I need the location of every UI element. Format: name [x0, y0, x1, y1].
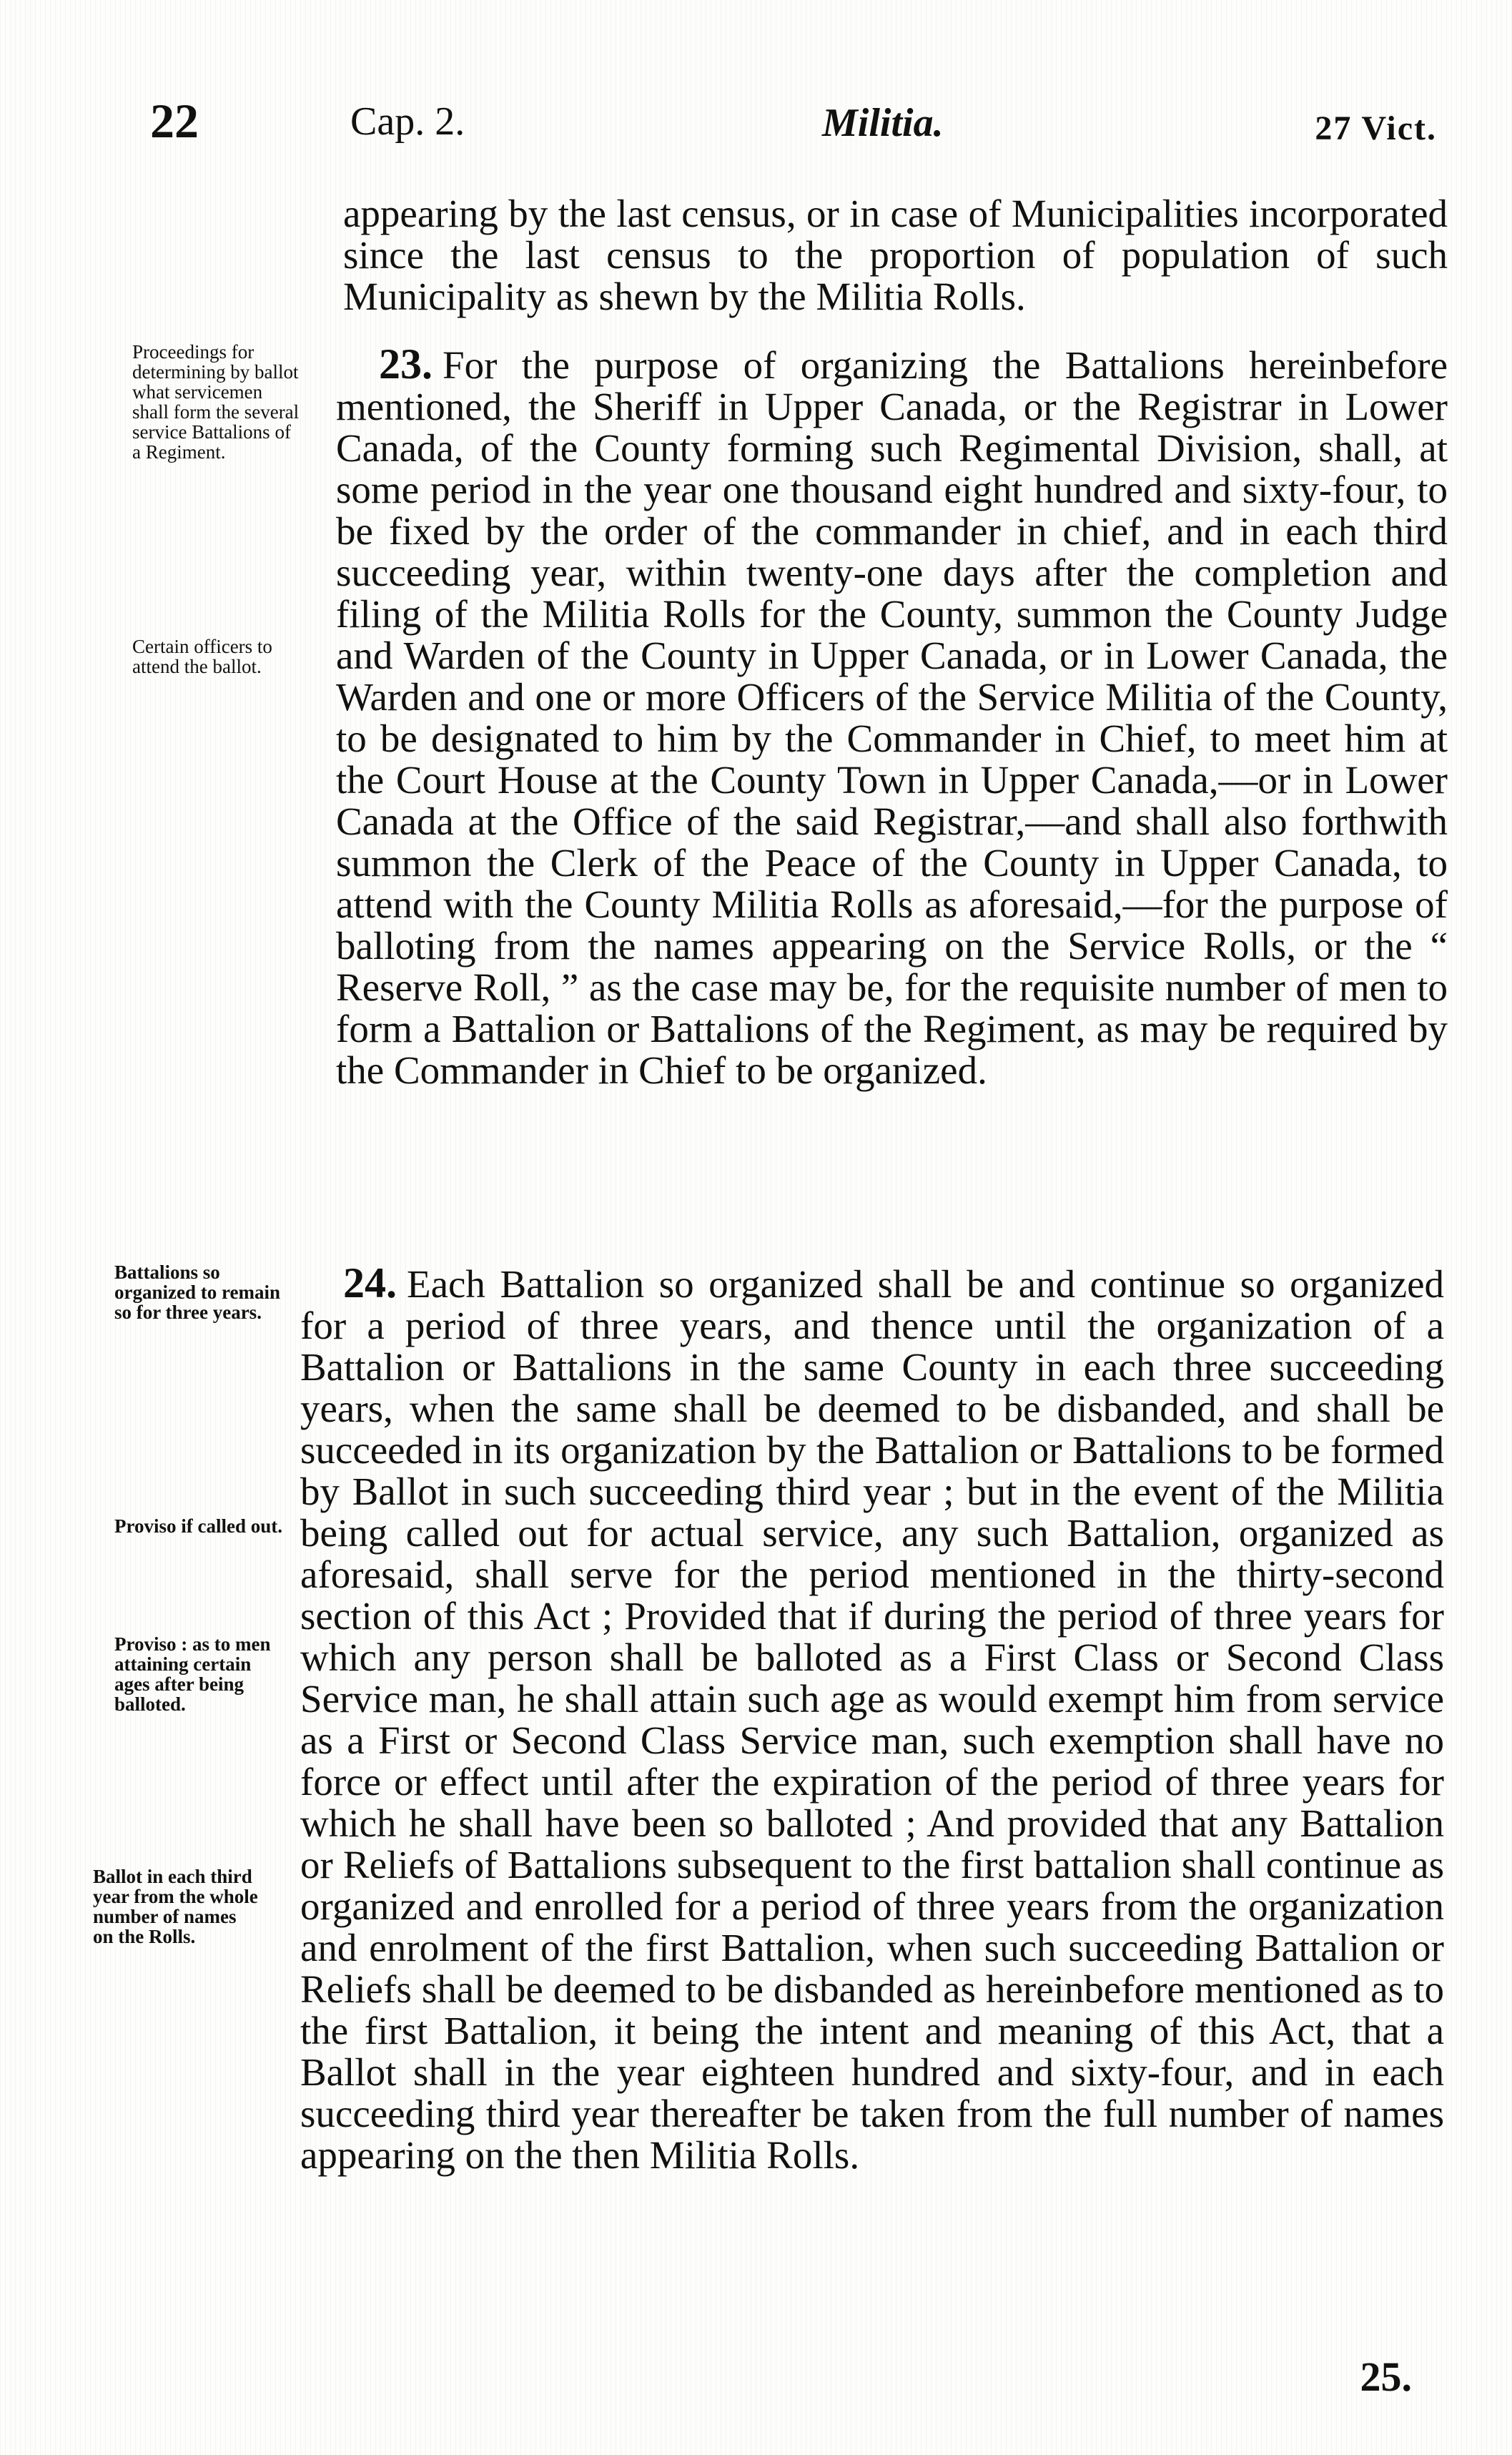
marginal-note: Proviso if called out.: [114, 1515, 282, 1537]
chapter-label: Cap. 2.: [350, 99, 465, 144]
section-text: Each Battalion so organized shall be and continue so organized for a period of three years, and thence until the organization of a Battalion or Battalions in the same County in each three succeeding years, when the same shall be deemed to be disbanded, and shall be succeeded in its organization by the Battalion or Battalions to be formed by Ballot in such succeeding third year ; but in the event of the Militia being called out for actual service, any such Battalion, organized as aforesaid, shall serve for the period mentioned in the thirty-second section of this Act ; Provided that if during the period of three years for which any person shall be balloted as a First Class or Second Class Service man, he shall attain such age as would exempt him from service as a First or Second Class Service man, such exemption shall have no force or effect until after the expiration of the period of three years for which he shall have been so balloted ; And provided that any Battalion or Reliefs of Battalions subsequent to the first battalion shall continue as organized and enrolled for a period of three years from the organization and enrolment of the first Battalion, when such succeeding Battalion or Reliefs shall be deemed to be disbanded as hereinbefore mentioned as to the first Battalion, it being the intent and meaning of this Act, that a Ballot shall in the year eighteen hundred and sixty-four, and in each succeeding third year thereafter be taken from the full number of names appearing on the then Militia Rolls.: [300, 1262, 1444, 2177]
section-number: 23.: [379, 340, 433, 388]
intro-text: appearing by the last census, or in case of Municipalities incorporated since the last census to the proportion of population of such Municipality as shewn by the Militia Rolls.: [343, 192, 1448, 318]
marginal-note: Ballot in each third year from the whole number of names on the Rolls.: [93, 1866, 258, 1947]
marginal-note: Proceedings for determining by ballot what servicemen shall form the several service Battalions of a Regiment.: [132, 341, 300, 463]
section-24: [300, 1259, 1444, 2177]
marginal-note: Battalions so organized to remain so for three years.: [114, 1261, 280, 1323]
page-number: 22: [150, 94, 199, 148]
section-23-paragraph: [336, 340, 1448, 1092]
act-title: Militia.: [822, 101, 944, 145]
section-number: 24.: [343, 1259, 397, 1307]
regnal-year: 27 Vict.: [1315, 109, 1437, 147]
section-24-paragraph: [300, 1259, 1444, 2177]
marginal-note: Certain officers to attend the ballot.: [132, 636, 272, 677]
running-head: [136, 93, 1444, 157]
marginal-note: Proviso : as to men attaining certain ages after being balloted.: [114, 1633, 271, 1715]
intro-paragraph: [343, 193, 1448, 318]
section-text: For the purpose of organizing the Battalions hereinbefore mentioned, the Sheriff in Upper Canada, or the Registrar in Lower Canada, of the County forming such Regimental Division, shall, at some period in the year one thousand eight hundred and sixty-four, to be fixed by the order of the commander in chief, and in each third succeeding year, within twenty-one days after the completion and filing of the Militia Rolls for the County, summon the County Judge and Warden of the County in Upper Canada, or in Lower Canada, the Warden and one or more Officers of the Service Militia of the County, to be designated to him by the Commander in Chief, to meet him at the Court House at the County Town in Upper Canada,—or in Lower Canada at the Office of the said Registrar,—and shall also forthwith summon the Clerk of the Peace of the County in Upper Canada, to attend with the County Militia Rolls as aforesaid,—for the purpose of balloting from the names appearing on the Service Rolls, or the “ Reserve Roll, ” as the case may be, for the requisite number of men to form a Battalion or Battalions of the Regiment, as may be required by the Commander in Chief to be organized.: [336, 343, 1448, 1092]
catchword: 25.: [1360, 2353, 1412, 2400]
section-23: [336, 340, 1448, 1092]
